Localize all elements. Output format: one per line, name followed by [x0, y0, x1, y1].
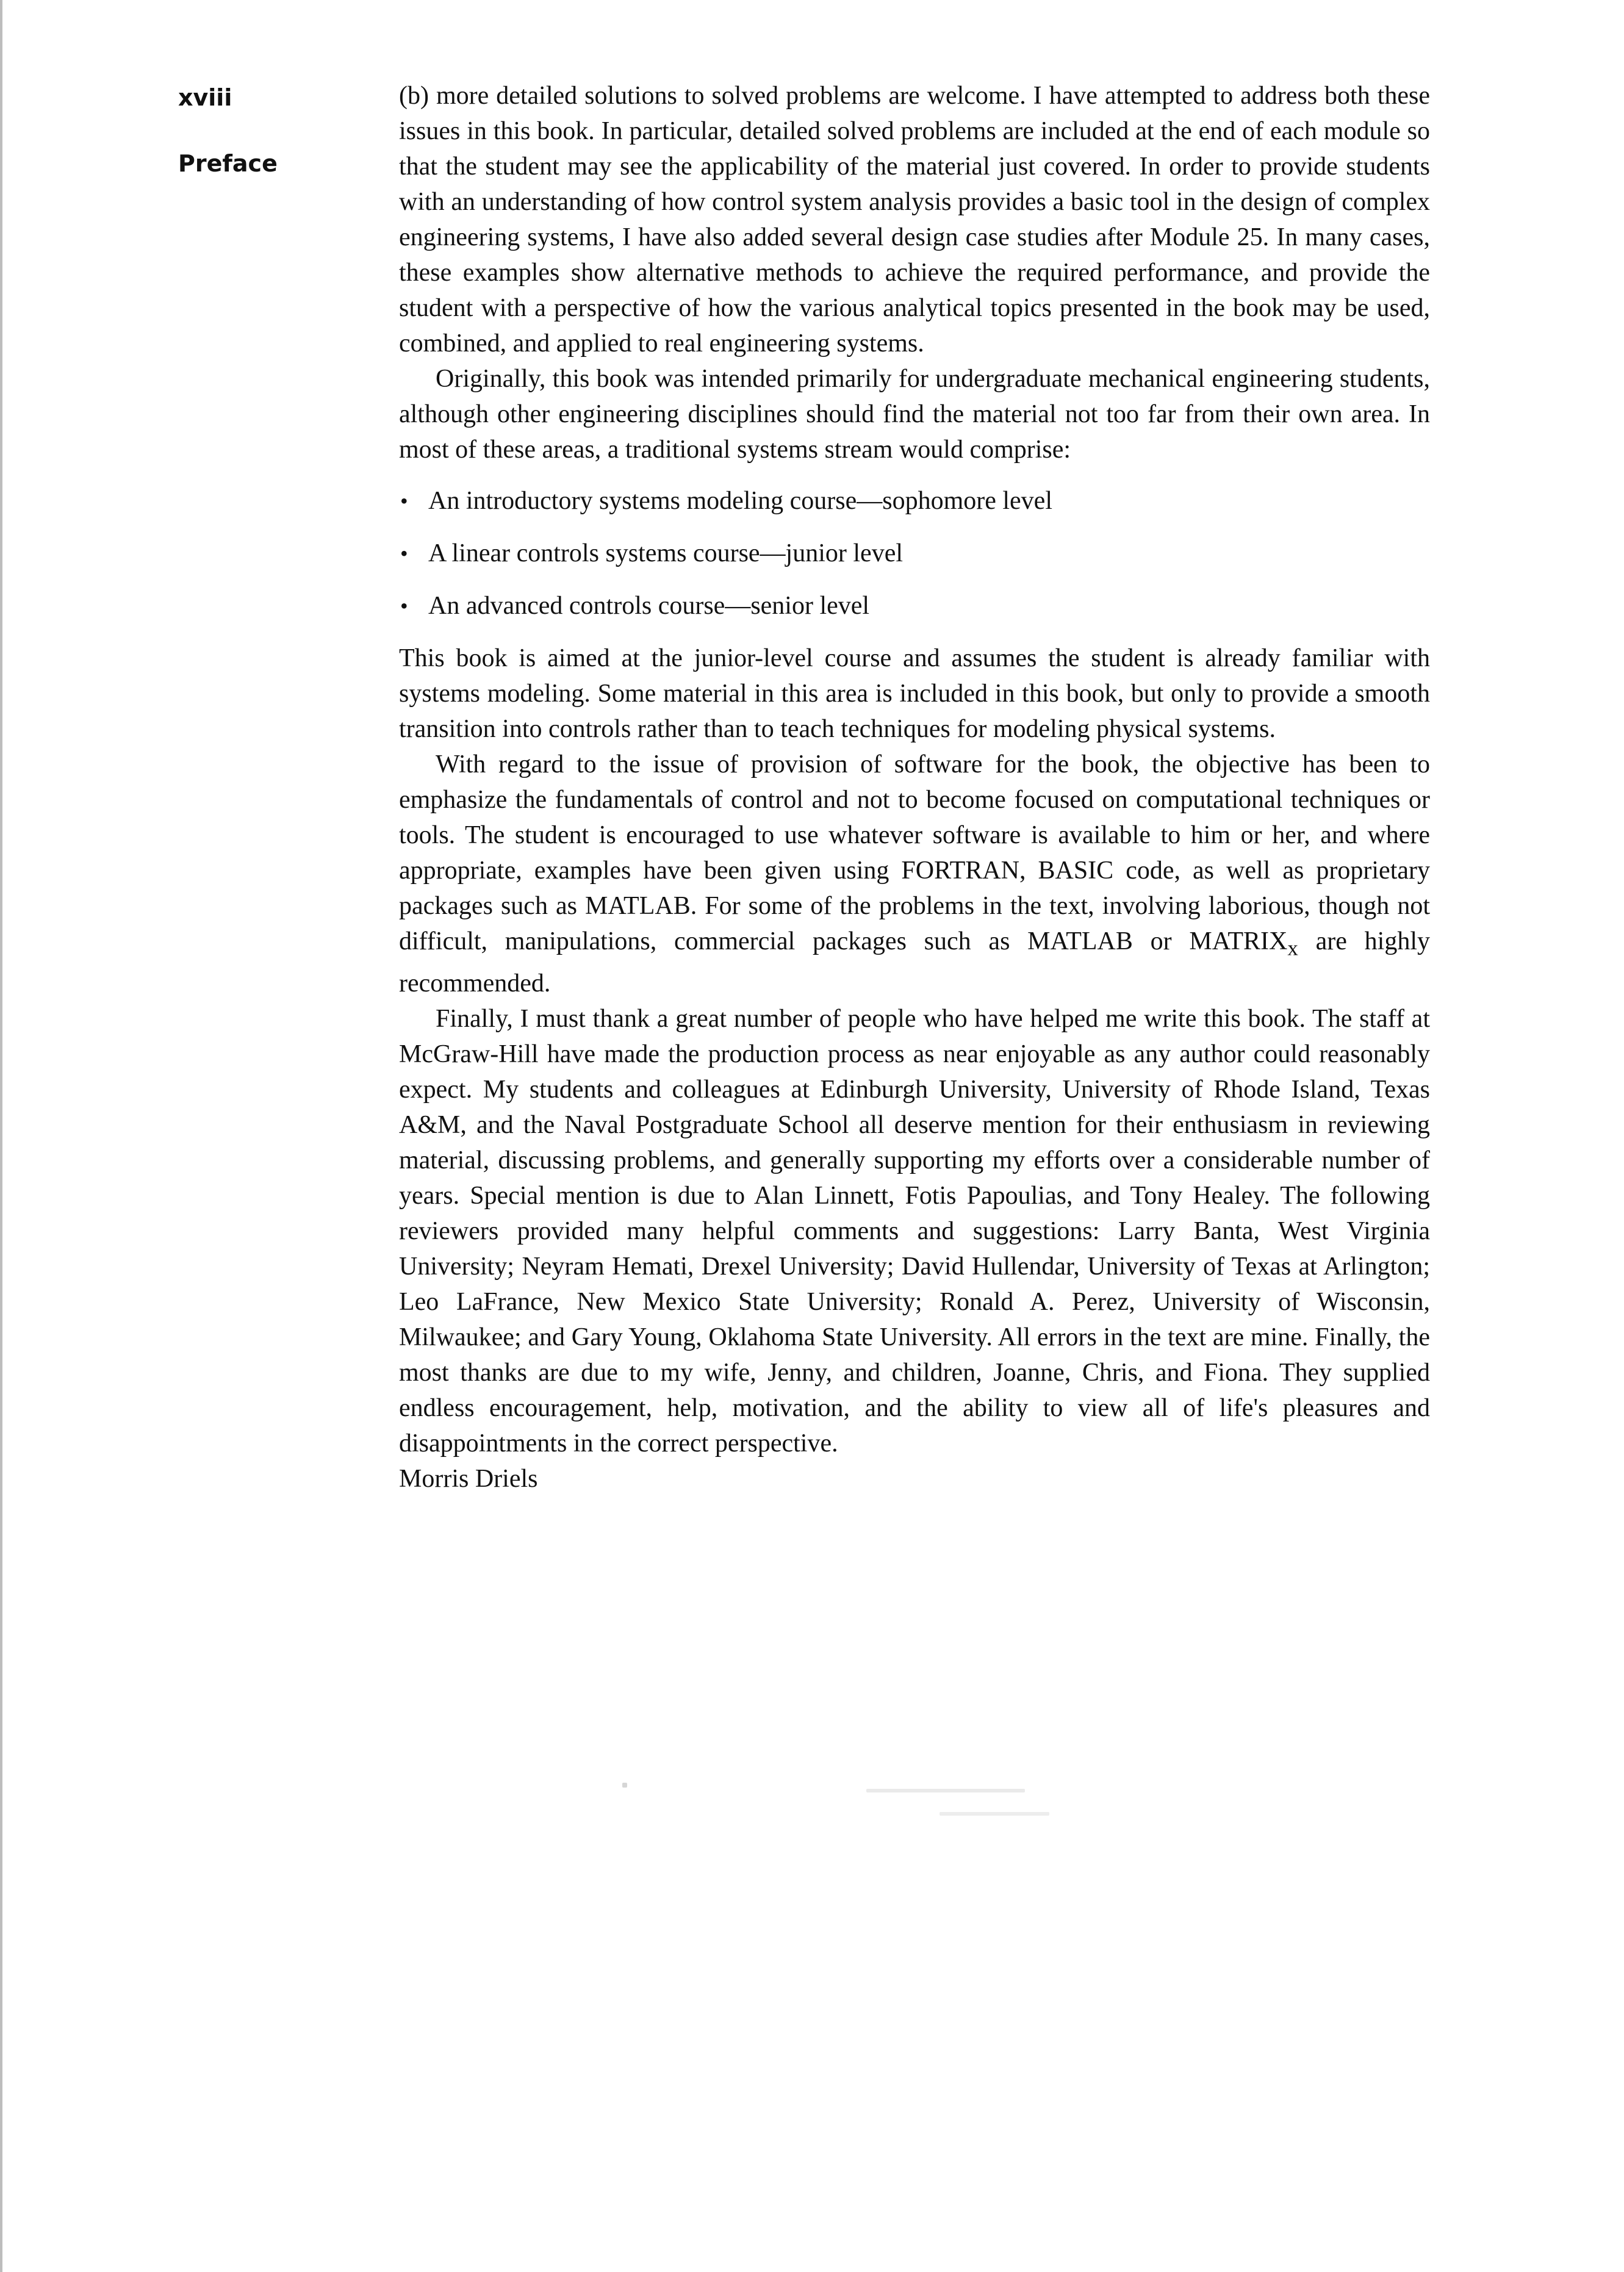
list-item: [399, 536, 1430, 571]
paragraph-1: (b) more detailed solutions to solved problems are welcome. I have attempted to address both these issues in this book. In particular, detailed solved problems are included at the end of each module so that the student may see the applicability of the material just covered. In order to provide students with an understanding of how control system analysis provides a basic tool in the design of complex engineering systems, I have also added several design case studies after Module 25. In many cases, these examples show alternative methods to achieve the required performance, and provide the student with a perspective of how the various analytical topics presented in the book may be used, combined, and applied to real engineering systems.: [399, 82, 1430, 358]
scan-speck: [622, 1783, 627, 1788]
paragraph-5: Finally, I must thank a great number of people who have helped me write this book. The staff at McGraw-Hill have made the production process as near enjoyable as any author could reasonably expect. My students and colleagues at Edinburgh University, University of Rhode Island, Texas A&M, and the Naval Postgraduate School all deserve mention for their enthusiasm in reviewing material, discussing problems, and generally supporting my efforts over a considerable number of years. Special mention is due to Alan Linnett, Fotis Papoulias, and Tony Healey. The following reviewers provided many helpful comments and suggestions: Larry Banta, West Virginia University; Neyram Hemati, Drexel University; David Hullendar, University of Texas at Arlington; Leo LaFrance, New Mexico State University; Ronald A. Perez, University of Wisconsin, Milwaukee; and Gary Young, Oklahoma State University. All errors in the text are mine. Finally, the most thanks are due to my wife, Jenny, and children, Joanne, Chris, and Fiona. They supplied endless encouragement, help, motivation, and the ability to view all of life's pleasures and disappointments in the correct perspective.: [399, 1005, 1430, 1458]
paragraph-3: This book is aimed at the junior-level course and assumes the student is already familiar with systems modeling. Some material in this area is included in this book, but only to provide a smooth transition into controls rather than to teach techniques for modeling physical systems.: [399, 644, 1430, 743]
course-list: [399, 483, 1430, 624]
list-item: [399, 588, 1430, 624]
page-edge: [0, 0, 2, 2272]
margin-header: [178, 84, 331, 177]
paragraph-4-main: With regard to the issue of provision of software for the book, the objective has been to emphasize the fundamentals of control and not to become focused on computational techniques or tools. The student is encouraged to use whatever software is available to him or her, and where appropriate, examples have been given using FORTRAN, BASIC code, as well as proprietary packages such as MATLAB. For some of the problems in the text, involving laborious, though not difficult, manipulations, commercial packages such as MATLAB or MATRIX: [399, 750, 1430, 955]
author-signature: Morris Driels: [399, 1465, 538, 1494]
bullet-icon: •: [400, 594, 408, 618]
paragraph-4-subscript: x: [1287, 936, 1298, 960]
bullet-icon: •: [400, 489, 408, 513]
list-item-text: An introductory systems modeling course—sophomore level: [428, 487, 1052, 515]
section-title: Preface: [178, 150, 278, 177]
bullet-icon: •: [400, 541, 408, 566]
preface-body: [399, 78, 1430, 1497]
paragraph-4: [399, 747, 1430, 1001]
page-number: xviii: [178, 84, 232, 111]
scan-speck: [866, 1789, 1025, 1792]
list-item-text: A linear controls systems course—junior level: [428, 539, 904, 567]
list-item-text: An advanced controls course—senior level: [428, 592, 870, 620]
list-item: [399, 483, 1430, 519]
scan-speck: [940, 1812, 1049, 1816]
paragraph-2: Originally, this book was intended primarily for undergraduate mechanical engineering students, although other engineering disciplines should find the material not too far from their own area. In most of these areas, a traditional systems stream would comprise:: [399, 365, 1430, 464]
paragraph-4-end: are highly recommended.: [399, 927, 1431, 998]
